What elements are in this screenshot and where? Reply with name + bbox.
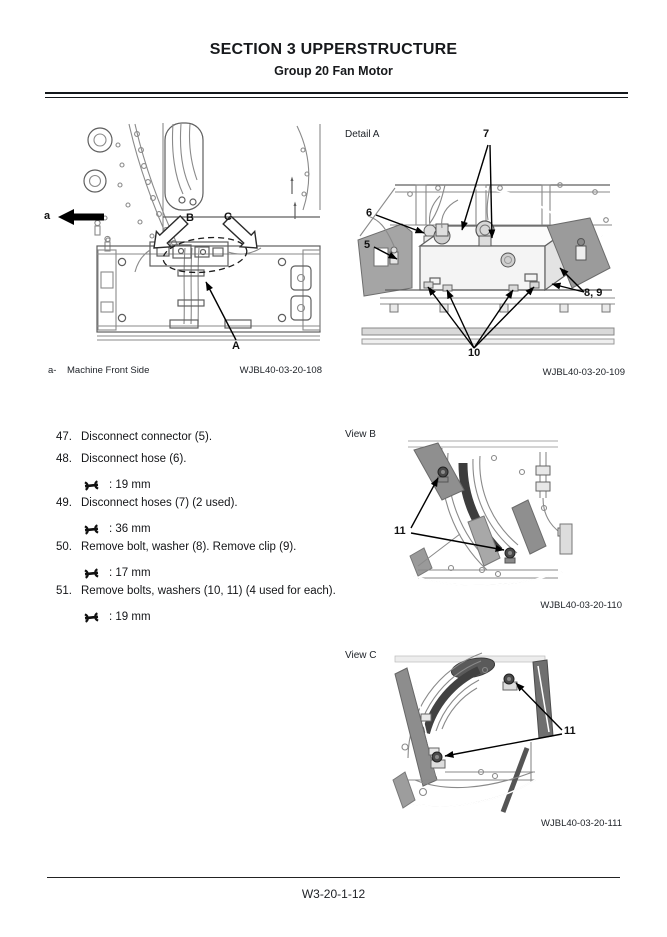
callout-a: a: [44, 210, 51, 222]
view-c-drawing: [385, 652, 580, 815]
detail-a-ellipse: [161, 234, 248, 277]
callout-7: 7: [483, 128, 490, 140]
tool-size-row: [50, 474, 352, 496]
tool-size-row: [50, 606, 352, 628]
detail-a-code: WJBL40-03-20-109: [542, 367, 625, 378]
callout-6: 6: [366, 207, 373, 219]
callout-c: C: [224, 211, 232, 223]
callout-5: 5: [364, 239, 371, 251]
tool-size: : 19 mm: [109, 479, 151, 491]
callout-11-view-b: 11: [394, 525, 406, 537]
step-number: 51.: [56, 585, 72, 597]
view-b-code: WJBL40-03-20-110: [540, 600, 622, 611]
step-number: 50.: [56, 541, 72, 553]
callout-detail-a: A: [232, 340, 240, 352]
footer-rule: [47, 877, 620, 878]
header-rule-thick: [45, 92, 628, 94]
procedure-steps: [50, 430, 352, 628]
step-49: [50, 496, 352, 518]
wrench-icon: [81, 479, 103, 490]
group-title: Group 20 Fan Motor: [274, 64, 393, 78]
wrench-icon: [81, 567, 103, 578]
step-number: 47.: [56, 431, 72, 443]
detail-a-title: Detail A: [345, 129, 380, 140]
step-text: Disconnect hoses (7) (2 used).: [81, 497, 238, 509]
view-c-title: View C: [345, 650, 377, 661]
machine-front-arrow: [58, 209, 104, 225]
caption-key: a-: [48, 365, 57, 376]
step-text: Disconnect hose (6).: [81, 453, 187, 465]
tool-size: : 17 mm: [109, 567, 151, 579]
step-number: 48.: [56, 453, 72, 465]
callout-11-view-c: 11: [564, 725, 576, 737]
detail-a-drawing: [350, 128, 625, 360]
tool-size: : 19 mm: [109, 611, 151, 623]
callout-8-9: 8, 9: [584, 287, 603, 299]
tool-size-row: [50, 518, 352, 540]
wrench-icon: [81, 611, 103, 622]
page-number: W3-20-1-12: [301, 887, 366, 901]
callout-10: 10: [468, 347, 481, 359]
tool-size: : 36 mm: [109, 523, 151, 535]
view-b-title: View B: [345, 429, 376, 440]
view-b-arrow: [154, 216, 188, 248]
header-rule-thin: [45, 97, 628, 98]
callout-b: B: [186, 212, 194, 224]
view-c-code: WJBL40-03-20-111: [541, 818, 622, 829]
figure-code: WJBL40-03-20-108: [239, 365, 322, 376]
step-50: [50, 540, 352, 562]
step-text: Disconnect connector (5).: [81, 431, 213, 443]
section-title: SECTION 3 UPPERSTRUCTURE: [209, 41, 458, 58]
step-number: 49.: [56, 497, 72, 509]
step-text: Remove bolts, washers (10, 11) (4 used for each).: [81, 585, 336, 597]
view-b-drawing: [394, 438, 580, 596]
machine-overview-drawing: [45, 122, 330, 362]
step-51: [50, 584, 352, 606]
step-48: [50, 452, 352, 474]
step-text: Remove bolt, washer (8). Remove clip (9).: [81, 541, 297, 553]
caption-text: Machine Front Side: [67, 365, 150, 376]
tool-size-row: [50, 562, 352, 584]
step-47: [50, 430, 352, 452]
wrench-icon: [81, 523, 103, 534]
overview-caption: [48, 366, 322, 376]
